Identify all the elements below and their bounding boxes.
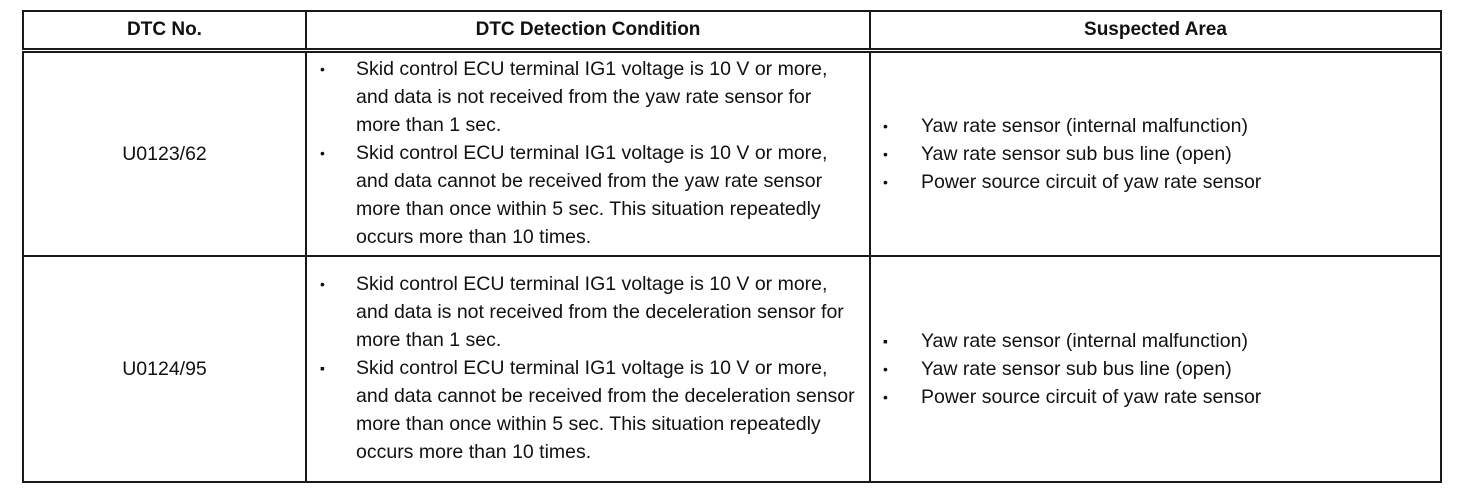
area-text: Yaw rate sensor sub bus line (open) bbox=[921, 358, 1232, 380]
area-item bbox=[871, 140, 1440, 168]
area-list bbox=[871, 327, 1440, 411]
area-text: Yaw rate sensor (internal malfunction) bbox=[921, 330, 1248, 352]
area-text: Yaw rate sensor (internal malfunction) bbox=[921, 115, 1248, 137]
table-row bbox=[23, 256, 1441, 482]
detection-condition-cell bbox=[306, 256, 870, 482]
bullet-icon: ▪ bbox=[883, 333, 888, 349]
header-dtc-no: DTC No. bbox=[23, 11, 306, 51]
area-item bbox=[871, 355, 1440, 383]
dtc-code-cell: U0124/95 bbox=[23, 256, 306, 482]
header-suspected-area: Suspected Area bbox=[870, 11, 1441, 51]
bullet-icon: • bbox=[320, 145, 325, 161]
header-row bbox=[23, 11, 1441, 51]
dtc-table bbox=[22, 10, 1442, 483]
bullet-icon: ▪ bbox=[320, 360, 325, 376]
area-item bbox=[871, 168, 1440, 196]
area-text: Power source circuit of yaw rate sensor bbox=[921, 171, 1262, 193]
condition-item bbox=[307, 55, 859, 139]
condition-text: Skid control ECU terminal IG1 voltage is 10 V or more, and data cannot be received from the deceleration sensor more than once within 5 sec. This situation repeatedly occurs more than 10 times. bbox=[356, 357, 855, 463]
bullet-icon: • bbox=[883, 174, 888, 190]
area-item bbox=[871, 383, 1440, 411]
table-body bbox=[23, 51, 1441, 483]
area-item bbox=[871, 112, 1440, 140]
area-text: Yaw rate sensor sub bus line (open) bbox=[921, 143, 1232, 165]
condition-item bbox=[307, 270, 859, 354]
condition-text: Skid control ECU terminal IG1 voltage is 10 V or more, and data cannot be received from the yaw rate sensor more than once within 5 sec. This situation repeatedly occurs more than 10 times. bbox=[356, 142, 828, 248]
condition-item bbox=[307, 354, 859, 466]
bullet-icon: • bbox=[883, 118, 888, 134]
bullet-icon: • bbox=[883, 146, 888, 162]
condition-text: Skid control ECU terminal IG1 voltage is 10 V or more, and data is not received from the deceleration sensor for more than 1 sec. bbox=[356, 273, 844, 351]
bullet-icon: • bbox=[320, 61, 325, 77]
bullet-icon: • bbox=[320, 276, 325, 292]
area-list bbox=[871, 112, 1440, 196]
condition-item bbox=[307, 139, 859, 251]
area-item bbox=[871, 327, 1440, 355]
condition-list bbox=[307, 268, 869, 470]
suspected-area-cell bbox=[870, 256, 1441, 482]
dtc-code-cell: U0123/62 bbox=[23, 51, 306, 257]
header-detection-condition: DTC Detection Condition bbox=[306, 11, 870, 51]
condition-list bbox=[307, 53, 869, 255]
bullet-icon: • bbox=[883, 361, 888, 377]
suspected-area-cell bbox=[870, 51, 1441, 257]
table-header bbox=[23, 11, 1441, 51]
bullet-icon: • bbox=[883, 389, 888, 405]
condition-text: Skid control ECU terminal IG1 voltage is 10 V or more, and data is not received from the yaw rate sensor for more than 1 sec. bbox=[356, 58, 828, 136]
table-row bbox=[23, 51, 1441, 257]
detection-condition-cell bbox=[306, 51, 870, 257]
area-text: Power source circuit of yaw rate sensor bbox=[921, 386, 1262, 408]
